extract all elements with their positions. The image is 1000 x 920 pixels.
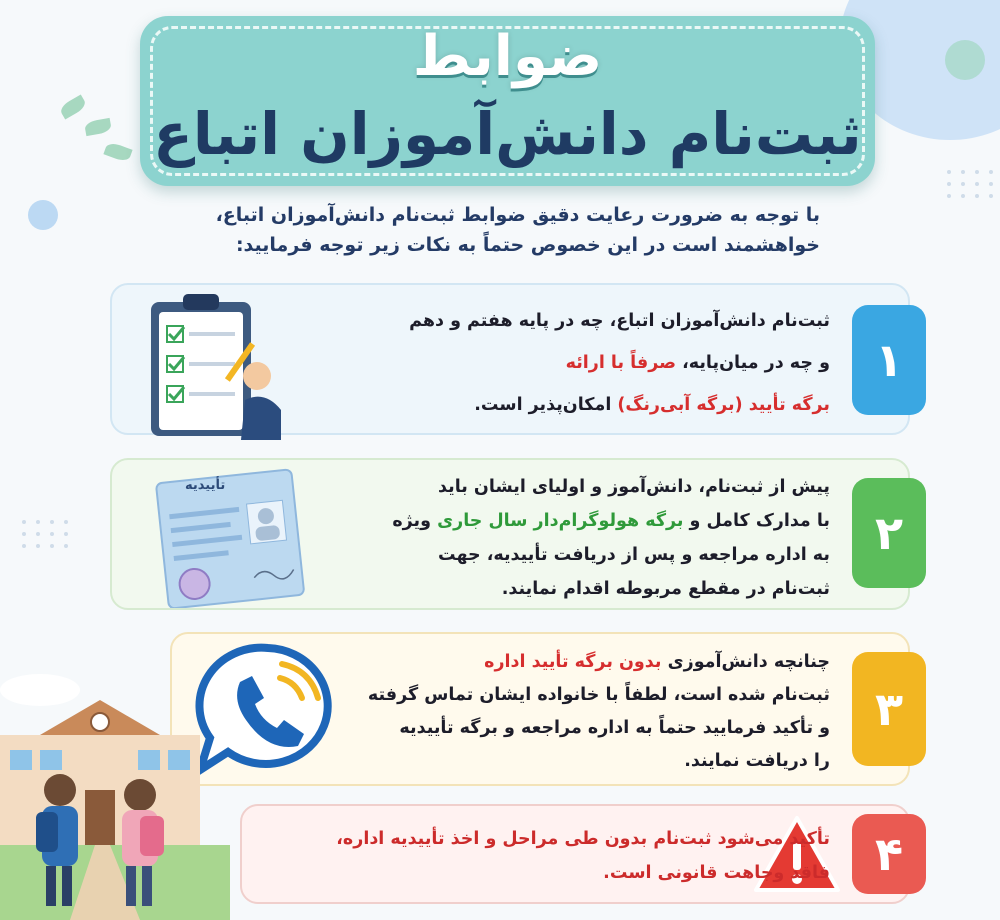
rule-2-line-2-end: ویژه <box>392 511 438 531</box>
rule-1-line-2-text: و چه در میان‌پایه، <box>676 353 830 373</box>
rule-number-3: ۳ <box>852 652 926 766</box>
rule-2-highlight: برگه هولوگرام‌دار سال جاری <box>437 511 684 531</box>
decorative-dot <box>945 40 985 80</box>
rule-3-line-4: را دریافت نمایند. <box>684 751 830 771</box>
decorative-dot <box>28 200 58 230</box>
leaf-icon <box>58 94 88 119</box>
rule-3-line-3: و تأکید فرمایید حتماً به اداره مراجعه و برگه تأییدیه <box>399 718 830 738</box>
intro-line-1: با توجه به ضرورت رعایت دقیق ضوابط ثبت‌نام دانش‌آموزان اتباع، <box>215 204 820 226</box>
certificate-icon <box>150 468 310 608</box>
rule-3-line-2: ثبت‌نام شده است، لطفاً با خانواده ایشان تماس گرفته <box>367 685 830 705</box>
rule-2-line-2-text: با مدارک کامل و <box>683 511 830 531</box>
rule-4-line-2: فاقد وجاهت قانونی است. <box>603 863 830 883</box>
intro-line-2: خواهشمند است در این خصوص حتماً به نکات زیر توجه فرمایید: <box>235 234 820 256</box>
leaf-icon <box>84 118 112 136</box>
rule-4-line-1: تأکید می‌شود ثبت‌نام بدون طی مراحل و اخذ تأییدیه اداره، <box>336 829 830 849</box>
decorative-dot-grid <box>20 520 68 548</box>
rule-2-line-2 <box>380 504 830 538</box>
rule-text-4 <box>336 822 830 890</box>
rule-2-line-3: به اداره مراجعه و پس از دریافت تأییدیه، جهت <box>437 545 830 565</box>
intro-text <box>200 200 820 260</box>
rule-1-line-3 <box>380 384 830 426</box>
clipboard-checklist-icon <box>145 290 285 440</box>
rule-number-4: ۴ <box>852 814 926 894</box>
rule-text-2 <box>380 470 830 606</box>
rule-1-line-1: ثبت‌نام دانش‌آموزان اتباع، چه در پایه هفتم و دهم <box>409 311 830 331</box>
rule-3-line-1-text: چنانچه دانش‌آموزی <box>661 652 830 672</box>
rule-3-line-1 <box>380 646 830 679</box>
title-line-1: ضوابط <box>412 24 603 89</box>
decorative-dot-grid <box>945 170 993 198</box>
rule-1-highlight: برگه تأیید (برگه آبی‌رنگ) <box>617 395 830 415</box>
rule-3-highlight: بدون برگه تأیید اداره <box>484 652 662 672</box>
leaf-icon <box>103 141 132 163</box>
rule-1-highlight: صرفاً با ارائه <box>565 353 676 373</box>
rule-text-1 <box>380 300 830 426</box>
rule-2-line-4: ثبت‌نام در مقطع مربوطه اقدام نمایند. <box>501 579 830 599</box>
rule-number-1: ۱ <box>852 305 926 415</box>
rule-1-line-3-text: امکان‌پذیر است. <box>474 395 618 415</box>
certificate-label: تأییدیه <box>185 478 226 493</box>
rule-text-3 <box>367 646 830 778</box>
rule-number-2: ۲ <box>852 478 926 588</box>
rule-2-line-1: پیش از ثبت‌نام، دانش‌آموز و اولیای ایشان باید <box>438 477 830 497</box>
school-children-illustration <box>0 640 230 920</box>
title-line-2: ثبت‌نام دانش‌آموزان اتباع <box>153 100 862 168</box>
rule-1-line-2 <box>380 342 830 384</box>
